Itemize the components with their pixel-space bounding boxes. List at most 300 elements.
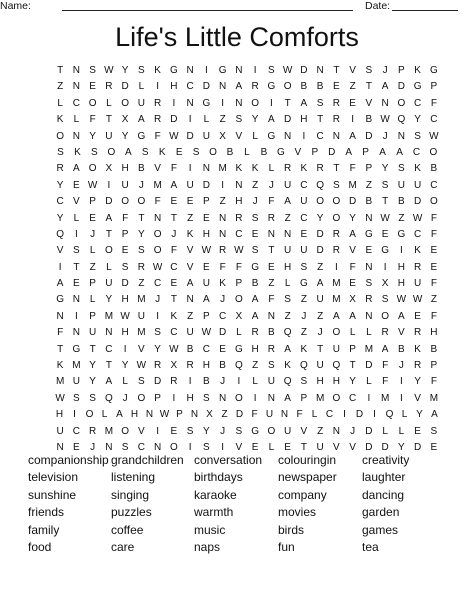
- grid-letter[interactable]: Q: [385, 409, 394, 421]
- grid-letter[interactable]: G: [299, 278, 308, 290]
- grid-letter[interactable]: S: [141, 146, 149, 158]
- grid-letter[interactable]: S: [381, 179, 389, 191]
- grid-letter[interactable]: P: [311, 146, 319, 158]
- grid-letter[interactable]: H: [121, 163, 129, 175]
- grid-letter[interactable]: R: [186, 360, 194, 372]
- grid-letter[interactable]: U: [284, 179, 292, 191]
- grid-letter[interactable]: U: [284, 425, 292, 437]
- grid-letter[interactable]: J: [90, 228, 96, 240]
- grid-letter[interactable]: I: [172, 97, 176, 109]
- grid-letter[interactable]: A: [268, 114, 275, 126]
- grid-letter[interactable]: G: [251, 425, 260, 437]
- grid-letter[interactable]: L: [73, 212, 80, 224]
- grid-letter[interactable]: R: [154, 97, 162, 109]
- grid-letter[interactable]: L: [89, 245, 96, 257]
- grid-letter[interactable]: F: [430, 310, 437, 322]
- grid-letter[interactable]: G: [218, 65, 227, 76]
- grid-letter[interactable]: P: [430, 360, 438, 372]
- grid-letter[interactable]: D: [284, 114, 292, 126]
- grid-letter[interactable]: S: [251, 212, 259, 224]
- grid-letter[interactable]: J: [317, 327, 323, 339]
- grid-letter[interactable]: I: [343, 409, 346, 421]
- grid-letter[interactable]: N: [186, 65, 194, 76]
- grid-letter[interactable]: F: [251, 409, 258, 421]
- grid-letter[interactable]: T: [138, 212, 145, 224]
- grid-letter[interactable]: P: [203, 196, 210, 208]
- grid-letter[interactable]: I: [399, 376, 403, 388]
- grid-letter[interactable]: C: [170, 327, 178, 339]
- grid-letter[interactable]: A: [105, 376, 113, 388]
- grid-letter[interactable]: C: [186, 81, 194, 93]
- grid-letter[interactable]: I: [188, 163, 192, 175]
- grid-letter[interactable]: S: [430, 425, 438, 437]
- grid-letter[interactable]: N: [190, 409, 199, 421]
- grid-letter[interactable]: L: [252, 376, 258, 388]
- grid-letter[interactable]: V: [398, 327, 405, 339]
- grid-letter[interactable]: H: [202, 360, 210, 372]
- grid-letter[interactable]: Z: [365, 179, 372, 191]
- grid-letter[interactable]: B: [226, 146, 234, 158]
- grid-letter[interactable]: I: [221, 179, 225, 191]
- grid-letter[interactable]: I: [73, 409, 76, 421]
- grid-letter[interactable]: M: [218, 163, 227, 175]
- grid-letter[interactable]: Z: [349, 81, 356, 93]
- grid-letter[interactable]: O: [332, 196, 341, 208]
- grid-letter[interactable]: Z: [430, 294, 437, 306]
- grid-letter[interactable]: M: [137, 327, 146, 339]
- grid-letter[interactable]: E: [365, 245, 373, 257]
- grid-letter[interactable]: G: [169, 65, 178, 76]
- grid-letter[interactable]: B: [260, 146, 268, 158]
- grid-letter[interactable]: N: [284, 130, 292, 142]
- grid-letter[interactable]: R: [56, 163, 64, 175]
- grid-letter[interactable]: V: [138, 425, 145, 437]
- grid-letter[interactable]: H: [235, 196, 243, 208]
- grid-letter[interactable]: J: [382, 130, 388, 142]
- grid-letter[interactable]: Y: [138, 228, 145, 240]
- grid-letter[interactable]: N: [332, 130, 340, 142]
- grid-letter[interactable]: L: [244, 146, 250, 158]
- grid-letter[interactable]: Y: [56, 212, 64, 224]
- grid-letter[interactable]: N: [72, 130, 80, 142]
- grid-letter[interactable]: S: [138, 245, 145, 257]
- grid-letter[interactable]: W: [396, 294, 407, 306]
- grid-letter[interactable]: K: [300, 343, 308, 355]
- grid-letter[interactable]: V: [349, 65, 356, 76]
- grid-letter[interactable]: N: [284, 228, 292, 240]
- grid-letter[interactable]: T: [105, 114, 112, 126]
- grid-letter[interactable]: U: [316, 294, 324, 306]
- grid-letter[interactable]: M: [55, 376, 65, 388]
- grid-letter[interactable]: I: [253, 392, 257, 404]
- grid-letter[interactable]: J: [90, 441, 96, 453]
- grid-letter[interactable]: G: [56, 294, 65, 306]
- grid-letter[interactable]: T: [170, 212, 177, 224]
- grid-letter[interactable]: F: [154, 196, 161, 208]
- grid-letter[interactable]: F: [235, 261, 242, 273]
- grid-letter[interactable]: H: [130, 409, 139, 421]
- grid-letter[interactable]: K: [300, 163, 308, 175]
- grid-letter[interactable]: D: [381, 441, 389, 453]
- grid-letter[interactable]: N: [235, 179, 243, 191]
- grid-letter[interactable]: W: [152, 261, 163, 273]
- grid-letter[interactable]: J: [122, 392, 128, 404]
- grid-letter[interactable]: A: [345, 146, 353, 158]
- grid-letter[interactable]: S: [381, 294, 389, 306]
- grid-letter[interactable]: M: [137, 294, 146, 306]
- grid-letter[interactable]: L: [284, 278, 291, 290]
- grid-letter[interactable]: U: [72, 376, 80, 388]
- grid-letter[interactable]: N: [397, 130, 405, 142]
- grid-letter[interactable]: D: [170, 114, 178, 126]
- grid-letter[interactable]: C: [72, 97, 80, 109]
- grid-letter[interactable]: D: [121, 278, 129, 290]
- name-field[interactable]: [62, 10, 353, 11]
- grid-letter[interactable]: E: [300, 228, 308, 240]
- grid-letter[interactable]: N: [72, 327, 80, 339]
- grid-letter[interactable]: E: [175, 146, 183, 158]
- grid-letter[interactable]: B: [430, 163, 438, 175]
- grid-letter[interactable]: E: [333, 81, 340, 93]
- grid-letter[interactable]: Z: [219, 196, 226, 208]
- grid-letter[interactable]: H: [300, 114, 308, 126]
- grid-letter[interactable]: V: [138, 343, 145, 355]
- grid-letter[interactable]: Q: [397, 114, 406, 126]
- grid-letter[interactable]: N: [365, 310, 373, 322]
- grid-letter[interactable]: N: [219, 212, 227, 224]
- grid-letter[interactable]: Y: [121, 65, 129, 76]
- grid-letter[interactable]: R: [154, 114, 162, 126]
- grid-letter[interactable]: A: [333, 310, 340, 322]
- grid-letter[interactable]: N: [202, 163, 210, 175]
- grid-letter[interactable]: R: [332, 245, 340, 257]
- grid-letter[interactable]: B: [430, 343, 438, 355]
- grid-letter[interactable]: R: [89, 425, 97, 437]
- grid-letter[interactable]: D: [397, 81, 405, 93]
- grid-letter[interactable]: Z: [89, 261, 96, 273]
- grid-letter[interactable]: D: [365, 441, 373, 453]
- grid-letter[interactable]: L: [106, 97, 112, 109]
- grid-letter[interactable]: S: [121, 441, 129, 453]
- grid-letter[interactable]: B: [268, 327, 275, 339]
- grid-letter[interactable]: P: [300, 392, 308, 404]
- grid-letter[interactable]: K: [414, 245, 421, 257]
- grid-letter[interactable]: V: [294, 146, 302, 158]
- grid-letter[interactable]: K: [414, 343, 421, 355]
- grid-letter[interactable]: Y: [414, 114, 421, 126]
- grid-letter[interactable]: O: [234, 392, 243, 404]
- grid-letter[interactable]: N: [105, 327, 113, 339]
- grid-letter[interactable]: H: [186, 392, 194, 404]
- grid-letter[interactable]: R: [365, 294, 373, 306]
- grid-letter[interactable]: P: [89, 196, 96, 208]
- grid-letter[interactable]: L: [236, 327, 242, 339]
- grid-letter[interactable]: I: [399, 245, 403, 257]
- grid-letter[interactable]: R: [332, 228, 340, 240]
- grid-letter[interactable]: A: [203, 294, 210, 306]
- grid-letter[interactable]: Y: [121, 130, 129, 142]
- grid-letter[interactable]: J: [171, 228, 177, 240]
- grid-letter[interactable]: Q: [104, 392, 113, 404]
- grid-letter[interactable]: D: [202, 81, 210, 93]
- grid-letter[interactable]: N: [72, 81, 80, 93]
- grid-letter[interactable]: T: [57, 343, 64, 355]
- grid-letter[interactable]: P: [176, 409, 183, 421]
- grid-letter[interactable]: O: [332, 212, 341, 224]
- grid-letter[interactable]: S: [333, 179, 340, 191]
- grid-letter[interactable]: M: [153, 179, 162, 191]
- grid-letter[interactable]: W: [87, 179, 98, 191]
- grid-letter[interactable]: O: [56, 130, 65, 142]
- grid-letter[interactable]: U: [284, 245, 292, 257]
- grid-letter[interactable]: K: [56, 114, 64, 126]
- grid-letter[interactable]: I: [253, 65, 257, 76]
- grid-letter[interactable]: A: [349, 130, 356, 142]
- grid-letter[interactable]: O: [429, 196, 438, 208]
- grid-letter[interactable]: G: [137, 130, 146, 142]
- grid-letter[interactable]: R: [414, 327, 422, 339]
- grid-letter[interactable]: Y: [381, 163, 389, 175]
- grid-letter[interactable]: E: [170, 425, 178, 437]
- grid-letter[interactable]: I: [188, 441, 192, 453]
- grid-letter[interactable]: G: [267, 130, 276, 142]
- grid-letter[interactable]: W: [201, 327, 212, 339]
- grid-letter[interactable]: P: [365, 163, 373, 175]
- grid-letter[interactable]: U: [397, 179, 405, 191]
- grid-letter[interactable]: S: [73, 392, 80, 404]
- grid-letter[interactable]: O: [104, 245, 113, 257]
- grid-letter[interactable]: H: [170, 81, 178, 93]
- grid-letter[interactable]: O: [88, 163, 97, 175]
- grid-letter[interactable]: A: [381, 81, 389, 93]
- grid-letter[interactable]: W: [429, 130, 439, 142]
- grid-letter[interactable]: T: [317, 343, 324, 355]
- grid-letter[interactable]: U: [414, 278, 422, 290]
- grid-letter[interactable]: U: [137, 97, 145, 109]
- grid-letter[interactable]: U: [300, 196, 308, 208]
- grid-letter[interactable]: E: [73, 278, 80, 290]
- grid-letter[interactable]: F: [382, 360, 389, 372]
- grid-letter[interactable]: F: [430, 278, 437, 290]
- grid-letter[interactable]: Z: [138, 278, 145, 290]
- grid-letter[interactable]: O: [121, 196, 130, 208]
- grid-letter[interactable]: S: [91, 146, 98, 158]
- grid-letter[interactable]: A: [284, 196, 291, 208]
- grid-letter[interactable]: U: [265, 409, 274, 421]
- grid-letter[interactable]: N: [186, 97, 194, 109]
- grid-letter[interactable]: V: [300, 425, 308, 437]
- grid-letter[interactable]: I: [204, 65, 208, 76]
- grid-letter[interactable]: A: [284, 343, 291, 355]
- grid-letter[interactable]: D: [105, 196, 113, 208]
- grid-letter[interactable]: S: [154, 327, 161, 339]
- grid-letter[interactable]: B: [398, 343, 405, 355]
- grid-letter[interactable]: M: [72, 360, 81, 372]
- grid-letter[interactable]: L: [366, 327, 372, 339]
- grid-letter[interactable]: R: [267, 212, 275, 224]
- grid-letter[interactable]: F: [430, 228, 437, 240]
- grid-letter[interactable]: O: [137, 196, 146, 208]
- grid-letter[interactable]: M: [332, 278, 341, 290]
- grid-letter[interactable]: R: [154, 360, 162, 372]
- grid-letter[interactable]: B: [203, 376, 210, 388]
- grid-letter[interactable]: U: [121, 179, 129, 191]
- grid-letter[interactable]: E: [89, 81, 96, 93]
- grid-letter[interactable]: Y: [154, 343, 161, 355]
- grid-letter[interactable]: X: [121, 114, 129, 126]
- grid-letter[interactable]: V: [414, 392, 421, 404]
- grid-letter[interactable]: E: [219, 343, 226, 355]
- grid-letter[interactable]: U: [202, 130, 210, 142]
- grid-letter[interactable]: I: [58, 261, 62, 273]
- grid-letter[interactable]: I: [221, 97, 225, 109]
- grid-letter[interactable]: D: [202, 179, 210, 191]
- grid-letter[interactable]: L: [311, 409, 318, 421]
- grid-letter[interactable]: R: [251, 81, 259, 93]
- grid-letter[interactable]: Z: [317, 310, 324, 322]
- grid-letter[interactable]: G: [413, 81, 422, 93]
- grid-letter[interactable]: O: [209, 146, 217, 158]
- grid-letter[interactable]: T: [105, 360, 112, 372]
- grid-letter[interactable]: E: [73, 179, 80, 191]
- grid-letter[interactable]: I: [156, 310, 160, 322]
- grid-letter[interactable]: E: [381, 228, 389, 240]
- grid-letter[interactable]: I: [399, 392, 403, 404]
- grid-letter[interactable]: M: [429, 392, 439, 404]
- grid-letter[interactable]: F: [430, 97, 437, 109]
- grid-letter[interactable]: X: [206, 409, 213, 421]
- grid-letter[interactable]: E: [430, 261, 438, 273]
- grid-letter[interactable]: U: [202, 278, 210, 290]
- grid-letter[interactable]: F: [268, 196, 275, 208]
- grid-letter[interactable]: U: [186, 179, 194, 191]
- grid-letter[interactable]: C: [219, 310, 227, 322]
- grid-letter[interactable]: P: [89, 278, 96, 290]
- grid-letter[interactable]: K: [74, 146, 81, 158]
- grid-letter[interactable]: A: [431, 409, 438, 421]
- grid-letter[interactable]: N: [56, 310, 64, 322]
- grid-letter[interactable]: C: [202, 343, 210, 355]
- grid-letter[interactable]: T: [268, 245, 275, 257]
- grid-letter[interactable]: W: [159, 409, 170, 421]
- grid-letter[interactable]: K: [186, 228, 194, 240]
- grid-letter[interactable]: X: [381, 278, 389, 290]
- grid-letter[interactable]: D: [154, 376, 162, 388]
- grid-letter[interactable]: L: [366, 376, 372, 388]
- grid-letter[interactable]: Y: [398, 441, 405, 453]
- grid-letter[interactable]: E: [170, 278, 178, 290]
- grid-letter[interactable]: D: [121, 81, 129, 93]
- grid-letter[interactable]: E: [349, 278, 356, 290]
- grid-letter[interactable]: A: [379, 146, 386, 158]
- grid-letter[interactable]: G: [72, 343, 81, 355]
- grid-letter[interactable]: Q: [56, 228, 65, 240]
- grid-letter[interactable]: Z: [300, 327, 307, 339]
- grid-letter[interactable]: U: [316, 360, 324, 372]
- grid-letter[interactable]: N: [145, 409, 154, 421]
- grid-letter[interactable]: R: [332, 114, 340, 126]
- grid-letter[interactable]: T: [105, 228, 112, 240]
- grid-letter[interactable]: N: [56, 441, 64, 453]
- grid-letter[interactable]: T: [284, 97, 291, 109]
- grid-letter[interactable]: I: [74, 228, 78, 240]
- grid-letter[interactable]: S: [203, 392, 210, 404]
- grid-letter[interactable]: J: [382, 65, 388, 76]
- grid-letter[interactable]: U: [56, 425, 64, 437]
- grid-letter[interactable]: S: [300, 376, 308, 388]
- grid-letter[interactable]: R: [284, 163, 292, 175]
- grid-letter[interactable]: Z: [57, 81, 64, 93]
- grid-letter[interactable]: A: [316, 278, 324, 290]
- grid-letter[interactable]: Q: [283, 376, 292, 388]
- grid-letter[interactable]: Y: [203, 425, 210, 437]
- grid-letter[interactable]: N: [105, 441, 113, 453]
- grid-letter[interactable]: A: [381, 343, 389, 355]
- grid-letter[interactable]: L: [57, 97, 63, 109]
- grid-letter[interactable]: E: [430, 441, 438, 453]
- grid-letter[interactable]: Z: [268, 278, 275, 290]
- grid-letter[interactable]: W: [104, 65, 114, 76]
- grid-letter[interactable]: Z: [221, 409, 228, 421]
- grid-letter[interactable]: E: [414, 425, 421, 437]
- grid-letter[interactable]: W: [169, 130, 179, 142]
- grid-letter[interactable]: C: [316, 130, 324, 142]
- grid-letter[interactable]: K: [170, 310, 178, 322]
- grid-letter[interactable]: S: [192, 146, 200, 158]
- grid-letter[interactable]: I: [172, 392, 176, 404]
- grid-letter[interactable]: I: [221, 441, 225, 453]
- grid-letter[interactable]: N: [316, 65, 324, 76]
- grid-letter[interactable]: W: [201, 245, 212, 257]
- grid-letter[interactable]: X: [105, 163, 113, 175]
- grid-letter[interactable]: W: [412, 212, 423, 224]
- grid-letter[interactable]: O: [107, 146, 116, 158]
- grid-letter[interactable]: B: [398, 196, 405, 208]
- grid-letter[interactable]: C: [430, 114, 438, 126]
- grid-letter[interactable]: A: [284, 392, 291, 404]
- grid-letter[interactable]: H: [397, 278, 405, 290]
- grid-letter[interactable]: F: [154, 130, 161, 142]
- grid-letter[interactable]: I: [351, 114, 355, 126]
- grid-letter[interactable]: S: [89, 392, 96, 404]
- grid-letter[interactable]: L: [106, 261, 112, 273]
- grid-letter[interactable]: M: [104, 310, 114, 322]
- grid-letter[interactable]: U: [89, 327, 97, 339]
- grid-letter[interactable]: B: [365, 114, 373, 126]
- grid-letter[interactable]: T: [365, 81, 372, 93]
- grid-letter[interactable]: H: [121, 327, 129, 339]
- grid-letter[interactable]: D: [328, 146, 336, 158]
- grid-letter[interactable]: Z: [219, 114, 226, 126]
- grid-letter[interactable]: S: [251, 245, 259, 257]
- grid-letter[interactable]: I: [74, 310, 78, 322]
- grid-letter[interactable]: S: [268, 360, 275, 372]
- grid-letter[interactable]: R: [414, 360, 422, 372]
- grid-letter[interactable]: X: [170, 360, 178, 372]
- grid-letter[interactable]: S: [121, 261, 129, 273]
- grid-letter[interactable]: G: [251, 261, 260, 273]
- grid-letter[interactable]: L: [401, 409, 408, 421]
- grid-letter[interactable]: G: [202, 97, 211, 109]
- grid-letter[interactable]: Q: [299, 360, 308, 372]
- grid-letter[interactable]: V: [56, 245, 64, 257]
- grid-letter[interactable]: I: [156, 81, 160, 93]
- grid-letter[interactable]: O: [251, 97, 260, 109]
- grid-letter[interactable]: N: [219, 392, 227, 404]
- grid-letter[interactable]: H: [55, 409, 64, 421]
- grid-letter[interactable]: Y: [89, 376, 96, 388]
- grid-letter[interactable]: I: [188, 376, 192, 388]
